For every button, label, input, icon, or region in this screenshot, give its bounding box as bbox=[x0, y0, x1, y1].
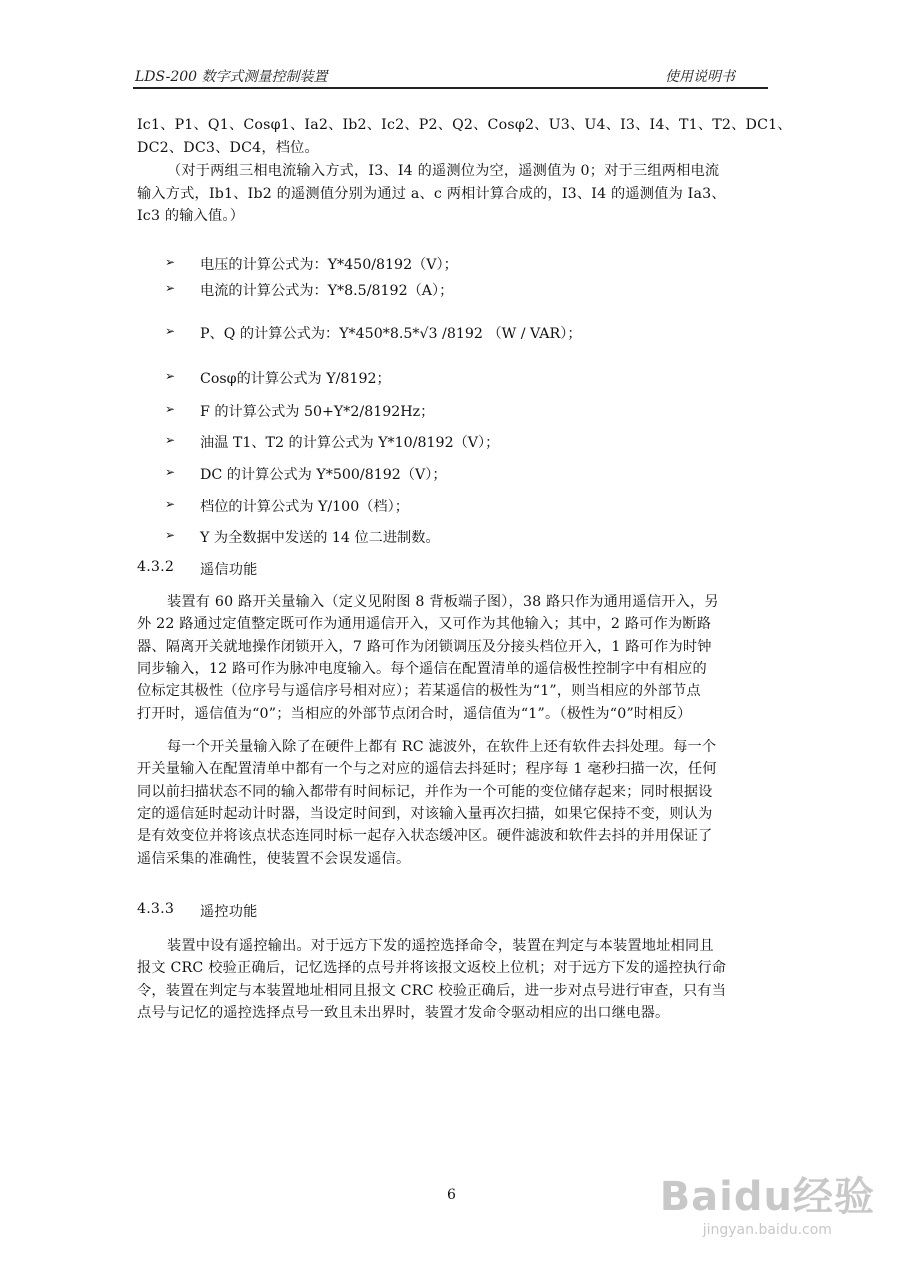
bullet-item: DC 的计算公式为 Y*500/8192（V）； bbox=[200, 467, 447, 483]
paragraph-line: 位标定其极性（位序号与遥信序号相对应）；若某遥信的极性为“1”，则当相应的外部节点 bbox=[137, 683, 701, 700]
section-title: 遥控功能 bbox=[200, 904, 258, 920]
paragraph-line: 是有效变位并将该点状态连同时标一起存入状态缓冲区。硬件滤波和软件去抖的并用保证了 bbox=[137, 828, 713, 845]
watermark-logo: Baidu经验 bbox=[659, 1174, 875, 1220]
section-number: 4.3.3 bbox=[137, 901, 175, 917]
watermark-url: jingyan.baidu.com bbox=[702, 1222, 832, 1238]
bullet-arrow-icon: ➢ bbox=[165, 369, 176, 383]
paragraph-line: 点号与记忆的遥控选择点号一致且未出界时，装置才发命令驱动相应的出口继电器。 bbox=[137, 1004, 670, 1021]
bullet-arrow-icon: ➢ bbox=[165, 465, 176, 479]
bullet-arrow-icon: ➢ bbox=[165, 324, 176, 338]
paragraph-line: 器、隔离开关就地操作闭锁开入，7 路可作为闭锁调压及分接头档位开入，1 路可作为时钟 bbox=[137, 638, 712, 655]
paragraph-line: 遥信采集的准确性，使装置不会误发遥信。 bbox=[137, 850, 411, 867]
paragraph-line: 每一个开关量输入除了在硬件上都有 RC 滤波外，在软件上还有软件去抖处理。每一个 bbox=[167, 739, 717, 755]
page-number: 6 bbox=[447, 1187, 456, 1203]
bullet-arrow-icon: ➢ bbox=[165, 402, 176, 416]
section-title: 遥信功能 bbox=[200, 562, 258, 578]
bullet-arrow-icon: ➢ bbox=[165, 497, 176, 511]
header-subtitle: 使用说明书 bbox=[665, 69, 735, 85]
section-number: 4.3.2 bbox=[137, 559, 175, 575]
paragraph-line: 同步输入，12 路可作为脉冲电度输入。每个遥信在配置清单的遥信极性控制字中有相应的 bbox=[137, 660, 707, 677]
paragraph-line: 同以前扫描状态不同的输入都带有时间标记，并作为一个可能的变位储存起来；同时根据设 bbox=[137, 783, 713, 800]
bullet-item: Y 为全数据中发送的 14 位二进制数。 bbox=[200, 530, 440, 546]
bullet-item: Cosφ的计算公式为 Y/8192； bbox=[200, 371, 391, 387]
paragraph-line: 开关量输入在配置清单中都有一个与之对应的遥信去抖延时；程序每 1 毫秒扫描一次，任何 bbox=[137, 761, 717, 778]
paragraph-line: Ic3 的输入值。） bbox=[137, 208, 245, 224]
paragraph-line: Ic1、P1、Q1、Cosφ1、Ia2、Ib2、Ic2、P2、Q2、Cosφ2、U3、U4、I3、I4、T1、T2、DC1、 bbox=[137, 117, 792, 133]
paragraph-line: DC2、DC3、DC4，档位。 bbox=[137, 139, 319, 156]
bullet-arrow-icon: ➢ bbox=[165, 433, 176, 447]
bullet-item: 档位的计算公式为 Y/100（档）； bbox=[200, 499, 409, 515]
bullet-arrow-icon: ➢ bbox=[165, 528, 176, 542]
paragraph-line: 定的遥信延时起动计时器，当设定时间到，对该输入量再次扫描，如果它保持不变，则认为 bbox=[137, 805, 713, 822]
bullet-item: 电流的计算公式为：Y*8.5/8192（A）； bbox=[200, 283, 454, 299]
paragraph-line: 外 22 路通过定值整定既可作为通用遥信开入，又可作为其他输入；其中，2 路可作为断路 bbox=[137, 616, 712, 633]
paragraph-line: （对于两组三相电流输入方式，I3、I4 的遥测位为空，遥测值为 0；对于三组两相电流 bbox=[167, 163, 720, 179]
paragraph-line: 装置中设有遥控输出。对于远方下发的遥控选择命令，装置在判定与本装置地址相同且 bbox=[167, 938, 714, 954]
bullet-item: F 的计算公式为 50+Y*2/8192Hz； bbox=[200, 404, 435, 420]
paragraph-line: 输入方式，Ib1、Ib2 的遥测值分别为通过 a、c 两相计算合成的，I3、I4 的遥测值为 Ia3、 bbox=[137, 185, 726, 202]
paragraph-line: 令，装置在判定与本装置地址相同且报文 CRC 校验正确后，进一步对点号进行审查，只有当 bbox=[137, 982, 727, 999]
paragraph-line: 打开时，遥信值为“0”；当相应的外部节点闭合时，遥信值为“1”。（极性为“0”时相反） bbox=[137, 705, 692, 722]
bullet-item: 油温 T1、T2 的计算公式为 Y*10/8192（V）； bbox=[200, 435, 500, 451]
bullet-item: P、Q 的计算公式为：Y*450*8.5*√3 /8192 （W / VAR）； bbox=[200, 326, 582, 342]
header-title: LDS-200 数字式测量控制装置 bbox=[135, 69, 328, 85]
header-rule bbox=[133, 87, 768, 89]
paragraph-line: 报文 CRC 校验正确后，记忆选择的点号并将该报文返校上位机；对于远方下发的遥控执行命 bbox=[137, 960, 727, 977]
watermark bbox=[660, 1165, 875, 1238]
paragraph-line: 装置有 60 路开关量输入（定义见附图 8 背板端子图），38 路只作为通用遥信开入，另 bbox=[167, 594, 719, 610]
bullet-arrow-icon: ➢ bbox=[165, 281, 176, 295]
bullet-arrow-icon: ➢ bbox=[165, 255, 176, 269]
bullet-item: 电压的计算公式为：Y*450/8192（V）； bbox=[200, 257, 458, 273]
